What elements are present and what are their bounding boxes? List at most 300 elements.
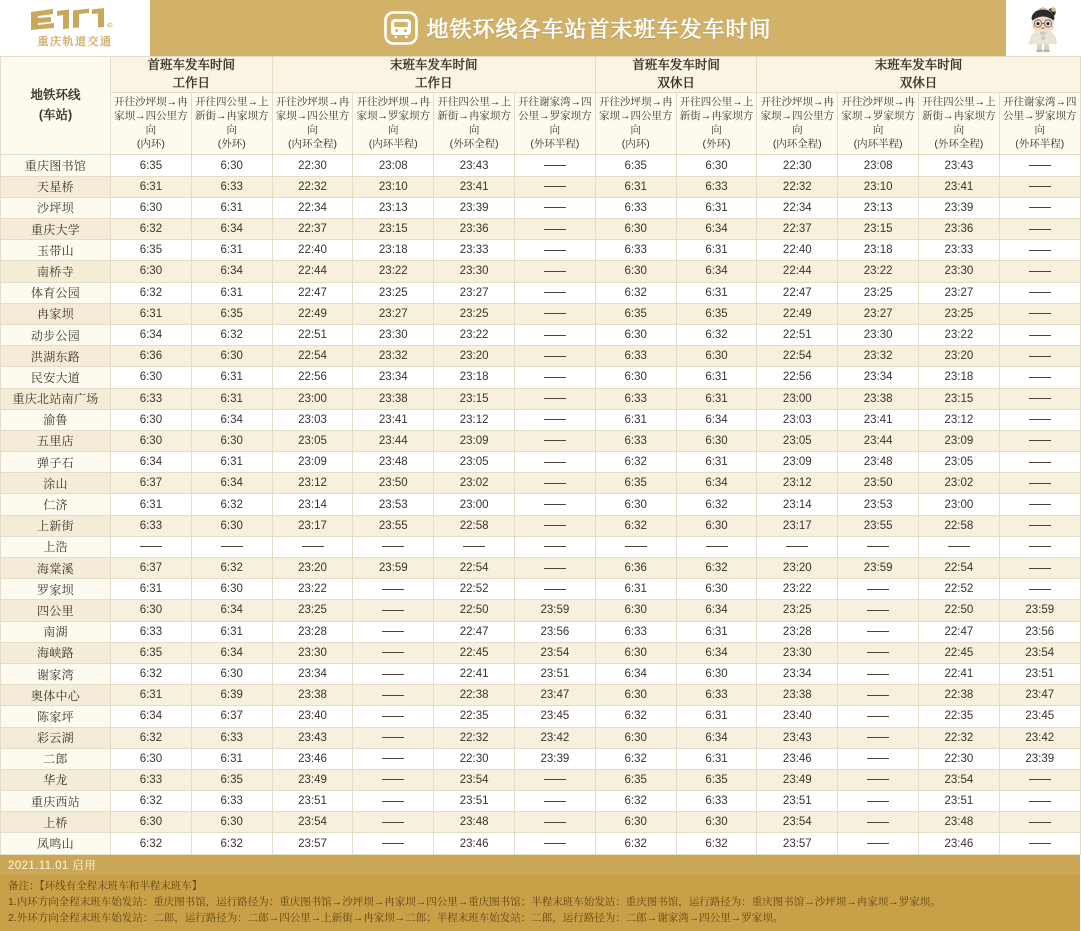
departure-time-cell: 6:30: [595, 685, 676, 706]
departure-time-cell: [999, 324, 1080, 345]
departure-time-cell: 6:32: [595, 706, 676, 727]
departure-time-cell: 23:43: [919, 155, 1000, 176]
departure-time-cell: 23:36: [919, 219, 1000, 240]
departure-time-cell: [838, 833, 919, 854]
departure-time-cell: 6:32: [191, 833, 272, 854]
no-service-dash-icon: [867, 695, 889, 696]
table-row: [1, 261, 1081, 282]
station-name-cell: 上新街: [1, 515, 111, 536]
no-service-dash-icon: [1029, 462, 1051, 463]
departure-time-cell: 23:38: [272, 685, 353, 706]
departure-time-cell: [999, 769, 1080, 790]
departure-time-cell: 23:59: [515, 600, 596, 621]
station-name-cell: 华龙: [1, 769, 111, 790]
departure-time-cell: 6:30: [191, 663, 272, 684]
departure-time-cell: 23:41: [353, 409, 434, 430]
departure-time-cell: 22:54: [757, 346, 838, 367]
no-service-dash-icon: [1029, 356, 1051, 357]
departure-time-cell: [999, 536, 1080, 557]
station-name-cell: 天星桥: [1, 176, 111, 197]
departure-time-cell: 23:56: [999, 621, 1080, 642]
departure-time-cell: 23:22: [272, 579, 353, 600]
station-name-cell: 玉带山: [1, 240, 111, 261]
departure-time-cell: 23:45: [515, 706, 596, 727]
station-name-cell: 陈家坪: [1, 706, 111, 727]
no-service-dash-icon: [867, 779, 889, 780]
departure-time-cell: 6:32: [595, 833, 676, 854]
departure-time-cell: 6:33: [191, 727, 272, 748]
departure-time-cell: 23:18: [434, 367, 515, 388]
departure-time-cell: 6:31: [111, 176, 192, 197]
group-label: 末班车发车时间: [874, 58, 963, 72]
table-row: [1, 579, 1081, 600]
station-name-cell: 五里店: [1, 430, 111, 451]
station-name-cell: 涂山: [1, 473, 111, 494]
departure-time-cell: [999, 219, 1080, 240]
mascot: [1006, 0, 1080, 56]
no-service-dash-icon: [867, 589, 889, 590]
table-row: [1, 642, 1081, 663]
no-service-dash-icon: [786, 546, 808, 547]
departure-time-cell: [515, 494, 596, 515]
departure-time-cell: 22:37: [757, 219, 838, 240]
departure-time-cell: 23:08: [838, 155, 919, 176]
departure-time-cell: 22:56: [272, 367, 353, 388]
no-service-dash-icon: [1029, 398, 1051, 399]
banner-center: [150, 11, 1006, 45]
departure-time-cell: 23:33: [434, 240, 515, 261]
departure-time-cell: 6:34: [191, 261, 272, 282]
departure-time-cell: [353, 621, 434, 642]
direction-loop-type: (外环): [702, 137, 731, 150]
departure-time-cell: 6:30: [595, 812, 676, 833]
departure-time-cell: 22:47: [272, 282, 353, 303]
departure-time-cell: 6:30: [191, 430, 272, 451]
departure-time-cell: [515, 176, 596, 197]
station-name-cell: 上桥: [1, 812, 111, 833]
note-inner-loop: 1.内环方向全程末班车始发站：重庆图书馆，运行路径为：重庆图书馆→沙坪坝→冉家坝→四公里→重庆图书馆；半程末班车始发站：重庆图书馆，运行路径为：重庆图书馆→沙坪坝→冉家坝→罗家坝。: [8, 895, 941, 908]
table-row: [1, 515, 1081, 536]
no-service-dash-icon: [1029, 568, 1051, 569]
departure-time-cell: 23:48: [434, 812, 515, 833]
no-service-dash-icon: [382, 546, 404, 547]
departure-time-cell: 6:34: [676, 261, 757, 282]
no-service-dash-icon: [544, 589, 566, 590]
direction-text: 开往沙坪坝→冉家坝→四公里方向: [114, 96, 188, 136]
direction-column-header-4: [353, 93, 434, 155]
departure-time-cell: 6:34: [595, 663, 676, 684]
departure-time-cell: 22:54: [919, 558, 1000, 579]
direction-text: 开往谢家湾→四公里→罗家坝方向: [518, 96, 592, 136]
no-service-dash-icon: [867, 546, 889, 547]
effective-date-bar: [0, 855, 1080, 875]
departure-time-cell: [838, 791, 919, 812]
departure-time-cell: 6:30: [595, 642, 676, 663]
direction-column-header-3: [272, 93, 353, 155]
departure-time-cell: 6:33: [595, 621, 676, 642]
departure-time-cell: 23:54: [999, 642, 1080, 663]
page-banner: [0, 0, 1080, 56]
departure-time-cell: [999, 452, 1080, 473]
departure-time-cell: 23:22: [757, 579, 838, 600]
departure-time-cell: 23:32: [838, 346, 919, 367]
departure-time-cell: 6:35: [595, 155, 676, 176]
departure-time-cell: 23:12: [757, 473, 838, 494]
departure-time-cell: [353, 663, 434, 684]
direction-text: 开往四公里→上新街→冉家坝方向: [922, 96, 996, 136]
station-name-cell: 冉家坝: [1, 303, 111, 324]
departure-time-cell: 6:32: [676, 833, 757, 854]
no-service-dash-icon: [302, 546, 324, 547]
departure-time-cell: [515, 515, 596, 536]
departure-time-cell: 6:31: [111, 303, 192, 324]
table-row: [1, 430, 1081, 451]
departure-time-cell: 6:32: [111, 727, 192, 748]
departure-time-cell: 6:31: [191, 240, 272, 261]
departure-time-cell: 23:00: [272, 388, 353, 409]
station-name-cell: 动步公园: [1, 324, 111, 345]
departure-time-cell: 6:34: [676, 473, 757, 494]
departure-time-cell: 23:30: [353, 324, 434, 345]
station-name-cell: 谢家湾: [1, 663, 111, 684]
departure-time-cell: 22:52: [919, 579, 1000, 600]
departure-time-cell: 23:38: [757, 685, 838, 706]
departure-time-cell: [595, 536, 676, 557]
departure-time-cell: 23:12: [272, 473, 353, 494]
departure-time-cell: [515, 197, 596, 218]
departure-time-cell: 6:36: [595, 558, 676, 579]
departure-time-cell: 23:59: [353, 558, 434, 579]
departure-time-cell: 23:46: [757, 748, 838, 769]
departure-time-cell: [999, 473, 1080, 494]
direction-column-header-1: [111, 93, 192, 155]
departure-time-cell: 23:44: [353, 430, 434, 451]
no-service-dash-icon: [1029, 419, 1051, 420]
departure-time-cell: 23:22: [919, 324, 1000, 345]
no-service-dash-icon: [544, 801, 566, 802]
departure-time-cell: 23:39: [999, 748, 1080, 769]
departure-time-cell: 6:33: [595, 388, 676, 409]
departure-time-cell: 6:34: [191, 642, 272, 663]
departure-time-cell: [999, 197, 1080, 218]
departure-time-cell: 23:38: [838, 388, 919, 409]
table-row: [1, 303, 1081, 324]
departure-time-cell: 23:30: [757, 642, 838, 663]
departure-time-cell: 23:25: [838, 282, 919, 303]
table-row: [1, 324, 1081, 345]
departure-time-cell: 6:31: [191, 367, 272, 388]
direction-loop-type: (外环): [217, 137, 246, 150]
no-service-dash-icon: [382, 822, 404, 823]
departure-time-cell: 6:30: [676, 346, 757, 367]
station-name-cell: 上浩: [1, 536, 111, 557]
departure-time-cell: 6:30: [111, 430, 192, 451]
no-service-dash-icon: [706, 546, 728, 547]
table-row: [1, 176, 1081, 197]
departure-time-cell: 23:18: [353, 240, 434, 261]
departure-time-cell: 22:32: [757, 176, 838, 197]
table-row: [1, 706, 1081, 727]
no-service-dash-icon: [1029, 483, 1051, 484]
departure-time-cell: 22:41: [434, 663, 515, 684]
departure-time-cell: [353, 706, 434, 727]
departure-time-cell: 23:40: [757, 706, 838, 727]
departure-time-cell: [353, 685, 434, 706]
direction-text: 开往四公里→上新街→冉家坝方向: [437, 96, 511, 136]
no-service-dash-icon: [1029, 207, 1051, 208]
no-service-dash-icon: [382, 737, 404, 738]
departure-time-cell: 23:15: [353, 219, 434, 240]
departure-time-cell: 23:43: [757, 727, 838, 748]
departure-time-cell: [515, 473, 596, 494]
departure-time-cell: 23:15: [434, 388, 515, 409]
direction-text: 开往四公里→上新街→冉家坝方向: [194, 96, 269, 136]
departure-time-cell: [999, 176, 1080, 197]
departure-time-cell: 23:32: [353, 346, 434, 367]
departure-time-cell: 23:56: [515, 621, 596, 642]
departure-time-cell: 23:15: [919, 388, 1000, 409]
departure-time-cell: 23:22: [434, 324, 515, 345]
group-sublabel: 双休日: [899, 75, 938, 90]
departure-time-cell: 23:12: [434, 409, 515, 430]
departure-time-cell: [111, 536, 192, 557]
departure-time-cell: 23:45: [999, 706, 1080, 727]
no-service-dash-icon: [625, 546, 647, 547]
departure-time-cell: 23:50: [353, 473, 434, 494]
departure-time-cell: 23:53: [353, 494, 434, 515]
no-service-dash-icon: [544, 419, 566, 420]
departure-time-cell: 6:35: [111, 155, 192, 176]
table-row: [1, 240, 1081, 261]
departure-time-cell: 6:34: [676, 219, 757, 240]
departure-time-cell: 23:42: [999, 727, 1080, 748]
departure-time-cell: 6:30: [595, 727, 676, 748]
departure-time-cell: [838, 663, 919, 684]
departure-time-cell: [999, 791, 1080, 812]
departure-time-cell: 6:33: [676, 791, 757, 812]
table-row: [1, 558, 1081, 579]
group-label: 首班车发车时间: [147, 58, 236, 72]
direction-column-header-9: [757, 93, 838, 155]
departure-time-cell: 22:49: [272, 303, 353, 324]
departure-time-cell: 22:37: [272, 219, 353, 240]
departure-time-cell: 23:18: [919, 367, 1000, 388]
departure-time-cell: [353, 769, 434, 790]
group-header-last-weekday: [272, 57, 595, 93]
departure-time-cell: 23:09: [919, 430, 1000, 451]
departure-time-cell: 23:28: [272, 621, 353, 642]
departure-time-cell: 6:31: [191, 388, 272, 409]
departure-time-cell: [515, 409, 596, 430]
no-service-dash-icon: [1029, 440, 1051, 441]
departure-time-cell: 23:48: [919, 812, 1000, 833]
departure-time-cell: 6:30: [191, 579, 272, 600]
departure-time-cell: [999, 346, 1080, 367]
direction-text: 开往沙坪坝→冉家坝→四公里方向: [275, 96, 350, 136]
departure-time-cell: 6:32: [111, 833, 192, 854]
no-service-dash-icon: [1029, 779, 1051, 780]
header-direction-row: [1, 93, 1081, 155]
departure-time-cell: [999, 430, 1080, 451]
departure-time-cell: 6:37: [191, 706, 272, 727]
departure-time-cell: 22:30: [434, 748, 515, 769]
departure-time-cell: 23:05: [272, 430, 353, 451]
direction-text: 开往沙坪坝→冉家坝→罗家坝方向: [841, 96, 915, 136]
departure-time-cell: [515, 346, 596, 367]
departure-time-cell: 6:32: [676, 494, 757, 515]
no-service-dash-icon: [1029, 822, 1051, 823]
departure-time-cell: 6:34: [191, 473, 272, 494]
departure-time-cell: 6:30: [191, 155, 272, 176]
departure-time-cell: 23:54: [919, 769, 1000, 790]
no-service-dash-icon: [382, 631, 404, 632]
departure-time-cell: 6:31: [676, 706, 757, 727]
no-service-dash-icon: [544, 207, 566, 208]
effective-date: 2021.11.01 启用: [8, 859, 97, 872]
departure-time-cell: 6:33: [676, 176, 757, 197]
departure-time-cell: 6:35: [676, 769, 757, 790]
departure-time-cell: 23:57: [272, 833, 353, 854]
table-row: [1, 155, 1081, 176]
departure-time-cell: [838, 685, 919, 706]
departure-time-cell: 23:54: [757, 812, 838, 833]
departure-time-cell: 6:32: [595, 515, 676, 536]
departure-time-cell: 22:47: [757, 282, 838, 303]
direction-text: 开往四公里→上新街→冉家坝方向: [679, 96, 754, 136]
departure-time-cell: 6:31: [595, 176, 676, 197]
departure-time-cell: 6:31: [676, 621, 757, 642]
no-service-dash-icon: [544, 229, 566, 230]
departure-time-cell: 6:32: [676, 558, 757, 579]
svg-text:R: R: [107, 23, 110, 28]
departure-time-cell: 23:54: [515, 642, 596, 663]
departure-time-cell: [353, 642, 434, 663]
departure-time-cell: [515, 155, 596, 176]
departure-time-cell: [353, 579, 434, 600]
departure-time-cell: 23:41: [838, 409, 919, 430]
departure-time-cell: 22:52: [434, 579, 515, 600]
no-service-dash-icon: [382, 652, 404, 653]
departure-time-cell: [515, 579, 596, 600]
departure-time-cell: 22:44: [757, 261, 838, 282]
departure-time-cell: 6:30: [191, 812, 272, 833]
station-header-line1: 地铁环线: [30, 88, 81, 103]
departure-time-cell: 6:33: [191, 176, 272, 197]
departure-time-cell: 23:14: [757, 494, 838, 515]
departure-time-cell: 23:59: [999, 600, 1080, 621]
departure-time-cell: 23:43: [434, 155, 515, 176]
departure-time-cell: 23:51: [434, 791, 515, 812]
departure-time-cell: [515, 219, 596, 240]
departure-time-cell: 6:33: [111, 515, 192, 536]
no-service-dash-icon: [382, 674, 404, 675]
departure-time-cell: 22:50: [919, 600, 1000, 621]
departure-time-cell: 23:10: [353, 176, 434, 197]
departure-time-cell: 23:39: [434, 197, 515, 218]
departure-time-cell: 22:32: [919, 727, 1000, 748]
no-service-dash-icon: [544, 504, 566, 505]
departure-time-cell: 23:25: [919, 303, 1000, 324]
header-group-row: [1, 57, 1081, 93]
departure-time-cell: 23:03: [272, 409, 353, 430]
operator-logo: [0, 0, 150, 56]
no-service-dash-icon: [544, 822, 566, 823]
direction-text: 开往沙坪坝→冉家坝→四公里方向: [760, 96, 835, 136]
table-row: [1, 197, 1081, 218]
departure-time-cell: 6:30: [676, 515, 757, 536]
departure-time-cell: 6:31: [676, 197, 757, 218]
station-name-cell: 凤鸣山: [1, 833, 111, 854]
departure-time-cell: [999, 367, 1080, 388]
table-row: [1, 388, 1081, 409]
table-row: [1, 346, 1081, 367]
table-row: [1, 282, 1081, 303]
no-service-dash-icon: [1029, 229, 1051, 230]
departure-time-cell: 22:58: [919, 515, 1000, 536]
no-service-dash-icon: [867, 737, 889, 738]
departure-time-cell: [515, 558, 596, 579]
departure-time-cell: 23:47: [999, 685, 1080, 706]
departure-time-cell: 23:50: [838, 473, 919, 494]
departure-time-cell: 6:31: [191, 621, 272, 642]
departure-time-cell: 6:31: [676, 367, 757, 388]
departure-time-cell: 6:30: [111, 748, 192, 769]
table-row: [1, 748, 1081, 769]
departure-time-cell: 23:41: [919, 176, 1000, 197]
table-row: [1, 621, 1081, 642]
departure-time-cell: 6:35: [595, 769, 676, 790]
table-row: [1, 600, 1081, 621]
departure-time-cell: [515, 324, 596, 345]
departure-time-cell: 23:09: [434, 430, 515, 451]
departure-time-cell: 22:34: [272, 197, 353, 218]
table-row: [1, 536, 1081, 557]
no-service-dash-icon: [1029, 313, 1051, 314]
departure-time-cell: 22:47: [919, 621, 1000, 642]
departure-time-cell: 23:55: [353, 515, 434, 536]
departure-time-cell: 6:30: [676, 155, 757, 176]
departure-time-cell: 6:32: [191, 324, 272, 345]
direction-loop-type: (外环全程): [934, 137, 984, 150]
direction-column-header-8: [676, 93, 757, 155]
departure-time-cell: 6:35: [676, 303, 757, 324]
no-service-dash-icon: [948, 546, 970, 547]
departure-time-cell: [999, 240, 1080, 261]
no-service-dash-icon: [544, 546, 566, 547]
departure-time-cell: 23:40: [272, 706, 353, 727]
notes-title: 备注：【环线有全程末班车和半程末班车】: [8, 879, 203, 892]
direction-column-header-6: [515, 93, 596, 155]
departure-time-cell: [515, 240, 596, 261]
departure-time-cell: [515, 388, 596, 409]
departure-time-cell: 6:34: [676, 409, 757, 430]
group-header-last-weekend: [757, 57, 1080, 93]
departure-time-cell: [515, 769, 596, 790]
departure-time-cell: 23:02: [919, 473, 1000, 494]
departure-time-cell: 23:05: [434, 452, 515, 473]
departure-time-cell: 22:44: [272, 261, 353, 282]
departure-time-cell: 6:31: [676, 240, 757, 261]
departure-time-cell: 6:35: [111, 240, 192, 261]
departure-time-cell: [515, 812, 596, 833]
departure-time-cell: 6:31: [111, 579, 192, 600]
departure-time-cell: 22:49: [757, 303, 838, 324]
no-service-dash-icon: [1029, 271, 1051, 272]
no-service-dash-icon: [1029, 377, 1051, 378]
departure-time-cell: 6:32: [595, 282, 676, 303]
no-service-dash-icon: [867, 822, 889, 823]
departure-time-cell: 6:33: [595, 430, 676, 451]
